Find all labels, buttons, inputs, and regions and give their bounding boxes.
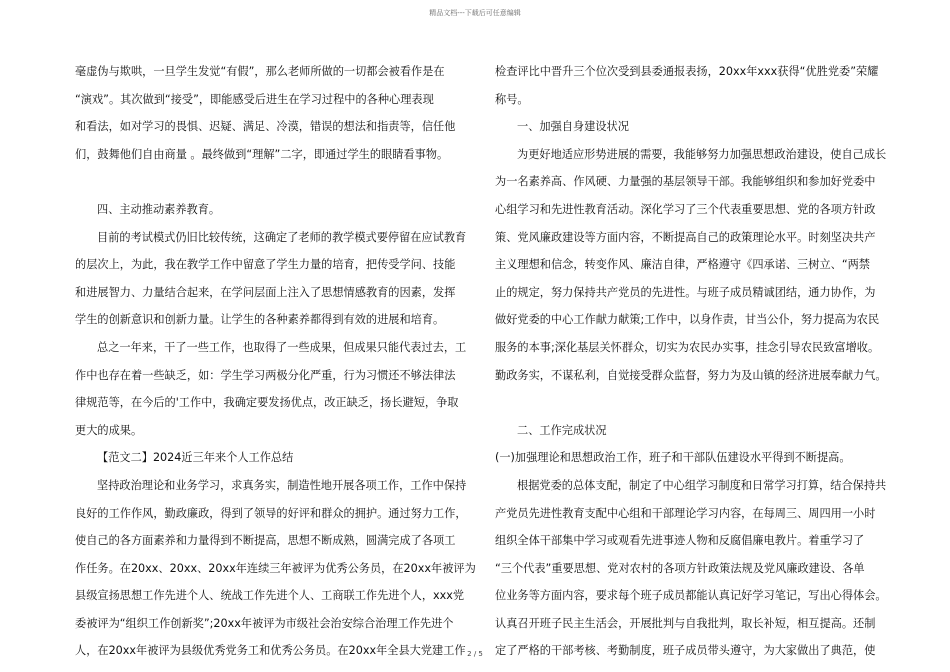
text-line: 的层次上，为此，我在教学工作中留意了学生力量的培育，把传受学问、技能 (75, 258, 456, 272)
text-line: 根据党委的总体支配，制定了中心组学习制度和日常学习打算，结合保持共 (517, 478, 887, 492)
text-line: 称号。 (495, 92, 529, 106)
text-line: 位业务等方面内容，要求每个班子成员都能认真记好学习笔记，写出心得体会。 (495, 589, 887, 603)
text-line: 坚持政治理论和业务学习，求真务实，制造性地开展各项工作，工作中保持 (97, 478, 467, 492)
page-number: 2 / 5 (467, 650, 483, 658)
text-line: 总之一年来，干了一些工作，也取得了一些成果，但成果只能代表过去，工 (97, 340, 467, 354)
section-heading: 二、工作完成状况 (517, 423, 607, 437)
text-line: 为一名素养高、作风硬、力量强的基层领导干部。我能够组织和参加好党委中 (495, 175, 876, 189)
text-line: 更大的成果。 (75, 423, 143, 437)
text-line: 使自己的各方面素养和力量得到不断提高，思想不断成熟，圆满完成了各项工 (75, 534, 456, 548)
text-line: 县级宣扬思想工作先进个人、统战工作先进个人、工商联工作先进个人，xxx党 (75, 589, 465, 603)
text-line: 勤政务实，不谋私利，自觉接受群众监督，努力为及山镇的经济进展奉献力气。 (495, 368, 887, 382)
text-line: 定了严格的干部考核、考勤制度，班子成员带头遵守，为大家做出了典范，使 (495, 644, 876, 658)
text-line: 策、党风廉政建设等方面内容，不断提高自己的政策理论水平。时刻坚决共产 (495, 230, 876, 244)
text-line: 产党员先进性教育支配中心组和干部理论学习内容，在每周三、周四用一小时 (495, 506, 876, 520)
text-line: 学生的创新意识和创新力量。让学生的各种素养都得到有效的进展和培育。 (75, 313, 445, 327)
text-line: 和进展智力、力量结合起来，在学问层面上注入了思想情感教育的因素，发挥 (75, 285, 456, 299)
text-line: 止的规定，努力保持共产党员的先进性。与班子成员精诚团结，通力协作，为 (495, 285, 876, 299)
text-line: 服务的本事;深化基层关怀群众，切实为农民办实事，挂念引导农民致富增收。 (495, 340, 880, 354)
text-line: 委被评为“组织工作创新奖”;20xx年被评为市级社会治安综合治理工作先进个 (75, 616, 454, 630)
text-line: 主义理想和信念，转变作风、廉洁自律，严格遵守《四承诺、三树立、“两禁 (495, 258, 870, 272)
text-line: 目前的考试模式仍旧比较传统，这确定了老师的教学模式要停留在应试教育 (97, 230, 467, 244)
page-header: 精品文档---下载后可任意编辑 (429, 9, 521, 17)
text-line: “演戏”。其次做到“接受”，即能感受后进生在学习过程中的各种心理表现 (75, 92, 434, 106)
text-line: 为更好地适应形势进展的需要，我能够努力加强思想政治建设，使自己成长 (517, 147, 887, 161)
blank-line (495, 389, 885, 417)
text-line: 组织全体干部集中学习或观看先进事迹人物和反腐倡廉电教片。着重学习了 (495, 534, 865, 548)
text-line: 良好的工作作风，勤政廉政，得到了领导的好评和群众的拥护。通过努力工作， (75, 506, 467, 520)
text-line: “三个代表”重要思想、党对农村的各项方针政策法规及党风廉政建设、各单 (495, 561, 865, 575)
text-line: (一)加强理论和思想政治工作，班子和干部队伍建设水平得到不断提高。 (495, 451, 851, 465)
text-line: 认真召开班子民主生活会，开展批判与自我批判，取长补短，相互提高。还制 (495, 616, 876, 630)
text-line: 人，在20xx年被评为县级优秀党务工和优秀公务员。在20xx年全县大党建工作 (75, 644, 466, 658)
text-line: 和看法，如对学习的畏惧、迟疑、满足、冷漠，错误的想法和指责等，信任他 (75, 120, 456, 134)
text-line: 作任务。在20xx、20xx、20xx年连续三年被评为优秀公务员，在20xx年被评为 (75, 561, 476, 575)
text-line: 检查评比中晋升三个位次受到县委通报表扬，20xx年xxx获得“优胜党委”荣耀 (495, 65, 879, 78)
section-heading: 【范文二】2024近三年来个人工作总结 (97, 451, 294, 465)
text-line: 做好党委的中心工作献力献策;工作中，以身作责，甘当公仆，努力提高为农民 (495, 313, 880, 327)
text-line: 作中也存在着一些缺乏，如：学生学习两极分化严重，行为习惯还不够法律法 (75, 368, 456, 382)
text-line: 心组学习和先进性教育活动。深化学习了三个代表重要思想、党的各项方针政 (495, 202, 876, 216)
blank-line (75, 168, 467, 196)
right-text-column (495, 58, 885, 665)
text-line: 们，鼓舞他们自由商量 。最终做到“理解”二字，即通过学生的眼睛看事物。 (75, 147, 449, 161)
text-line: 毫虚伪与欺哄，一旦学生发觉“有假”，那么老师所做的一切都会被看作是在 (75, 65, 445, 78)
section-heading: 四、主动推动素养教育。 (97, 202, 221, 216)
text-line: 律规范等，在今后的'工作中，我确定要发扬优点，改正缺乏，扬长避短，争取 (75, 396, 459, 410)
section-heading: 一、加强自身建设状况 (517, 120, 629, 134)
